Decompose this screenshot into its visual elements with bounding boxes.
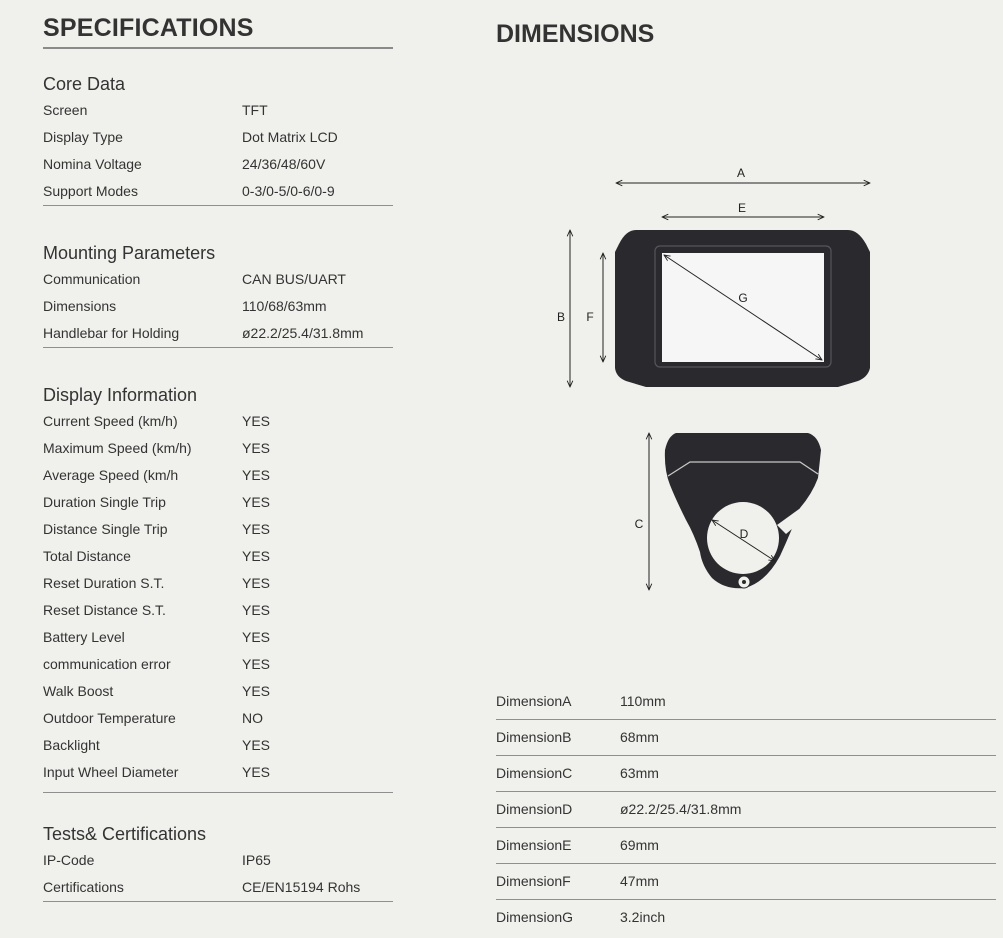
dimension-key: DimensionG — [496, 909, 574, 925]
spec-key: Support Modes — [43, 183, 138, 199]
spec-key: Dimensions — [43, 298, 117, 314]
spec-key: Backlight — [43, 737, 100, 753]
spec-row — [43, 600, 393, 627]
specifications-title: SPECIFICATIONS — [43, 14, 393, 49]
spec-key: IP-Code — [43, 852, 95, 868]
dimension-value: 3.2inch — [620, 909, 666, 925]
spec-row — [43, 465, 393, 492]
dimension-value: 47mm — [620, 873, 659, 889]
spec-key: Average Speed (km/h — [43, 467, 179, 483]
dimension-value: 110mm — [620, 693, 666, 709]
spec-row — [43, 154, 393, 181]
spec-key: Screen — [43, 102, 88, 118]
section-tests-certifications — [43, 823, 393, 902]
spec-row — [43, 492, 393, 519]
spec-key: Communication — [43, 271, 141, 287]
spec-value: TFT — [242, 102, 268, 118]
spec-value: YES — [242, 413, 271, 429]
spec-value: YES — [242, 656, 271, 672]
spec-row — [43, 127, 393, 154]
dimension-row — [496, 720, 996, 756]
spec-key: Handlebar for Holding — [43, 325, 180, 341]
spec-row — [43, 519, 393, 546]
spec-value: YES — [242, 494, 271, 510]
spec-key: Certifications — [43, 879, 124, 895]
dimension-row — [496, 756, 996, 792]
dimension-row — [496, 792, 996, 828]
section-title: Tests& Certifications — [43, 824, 207, 844]
spec-value: YES — [242, 764, 271, 780]
spec-row — [43, 438, 393, 465]
section-title: Display Information — [43, 385, 198, 405]
spec-value: CE/EN15194 Rohs — [242, 879, 361, 895]
spec-value: IP65 — [242, 852, 271, 868]
dimension-label-e: E — [737, 201, 747, 215]
section-mounting-parameters — [43, 242, 393, 348]
spec-row — [43, 269, 393, 296]
dimension-diagram — [548, 158, 888, 598]
spec-row — [43, 850, 393, 877]
dimension-row — [496, 864, 996, 900]
spec-key: Display Type — [43, 129, 123, 145]
dimension-label-d: D — [739, 527, 749, 541]
dimension-label-g: G — [738, 291, 748, 305]
dimension-value: 69mm — [620, 837, 659, 853]
dimension-row — [496, 828, 996, 864]
spec-row — [43, 573, 393, 600]
dimensions-table — [496, 684, 996, 936]
spec-value: 0-3/0-5/0-6/0-9 — [242, 183, 335, 199]
section-title: Core Data — [43, 74, 126, 94]
dimension-row — [496, 900, 996, 936]
dimension-value: 68mm — [620, 729, 659, 745]
dimension-key: DimensionE — [496, 837, 572, 853]
dimension-key: DimensionC — [496, 765, 573, 781]
clamp-screw-center — [742, 580, 746, 584]
spec-row — [43, 181, 393, 208]
spec-row — [43, 735, 393, 762]
spec-value: YES — [242, 629, 271, 645]
spec-value: YES — [242, 548, 271, 564]
section-title: Mounting Parameters — [43, 243, 216, 263]
spec-key: communication error — [43, 656, 171, 672]
spec-key: Input Wheel Diameter — [43, 764, 179, 780]
dimensions-title: DIMENSIONS — [496, 20, 655, 48]
spec-value: YES — [242, 521, 271, 537]
spec-row — [43, 100, 393, 127]
spec-value: YES — [242, 467, 271, 483]
spec-value: YES — [242, 602, 271, 618]
spec-key: Total Distance — [43, 548, 131, 564]
dimension-row — [496, 684, 996, 720]
spec-value: NO — [242, 710, 263, 726]
spec-row — [43, 411, 393, 438]
spec-row — [43, 708, 393, 735]
spec-value: 110/68/63mm — [242, 298, 327, 314]
spec-row — [43, 877, 393, 904]
dimension-key: DimensionB — [496, 729, 572, 745]
spec-value: YES — [242, 575, 271, 591]
spec-key: Nomina Voltage — [43, 156, 142, 172]
section-divider — [43, 792, 393, 793]
spec-value: YES — [242, 440, 271, 456]
spec-value: YES — [242, 737, 271, 753]
spec-key: Current Speed (km/h) — [43, 413, 178, 429]
spec-key: Distance Single Trip — [43, 521, 168, 537]
spec-row — [43, 546, 393, 573]
dimension-label-b: B — [556, 310, 566, 324]
spec-value: YES — [242, 683, 271, 699]
spec-row — [43, 627, 393, 654]
spec-value: Dot Matrix LCD — [242, 129, 338, 145]
dimension-value: 63mm — [620, 765, 659, 781]
spec-value: 24/36/48/60V — [242, 156, 326, 172]
spec-key: Battery Level — [43, 629, 125, 645]
spec-row — [43, 296, 393, 323]
dimension-label-a: A — [736, 166, 746, 180]
spec-value: CAN BUS/UART — [242, 271, 346, 287]
spec-value: ø22.2/25.4/31.8mm — [242, 325, 364, 341]
spec-key: Duration Single Trip — [43, 494, 166, 510]
spec-row — [43, 681, 393, 708]
dimension-value: ø22.2/25.4/31.8mm — [620, 801, 742, 817]
spec-key: Outdoor Temperature — [43, 710, 176, 726]
spec-key: Reset Duration S.T. — [43, 575, 165, 591]
spec-row — [43, 762, 393, 789]
dimension-key: DimensionA — [496, 693, 572, 709]
dimension-key: DimensionF — [496, 873, 571, 889]
spec-key: Walk Boost — [43, 683, 114, 699]
dimension-label-f: F — [586, 310, 594, 324]
dimension-label-c: C — [634, 517, 644, 531]
spec-row — [43, 654, 393, 681]
dimension-key: DimensionD — [496, 801, 573, 817]
section-core-data — [43, 73, 393, 206]
section-display-information — [43, 384, 393, 793]
spec-row — [43, 323, 393, 350]
spec-key: Reset Distance S.T. — [43, 602, 166, 618]
spec-key: Maximum Speed (km/h) — [43, 440, 192, 456]
